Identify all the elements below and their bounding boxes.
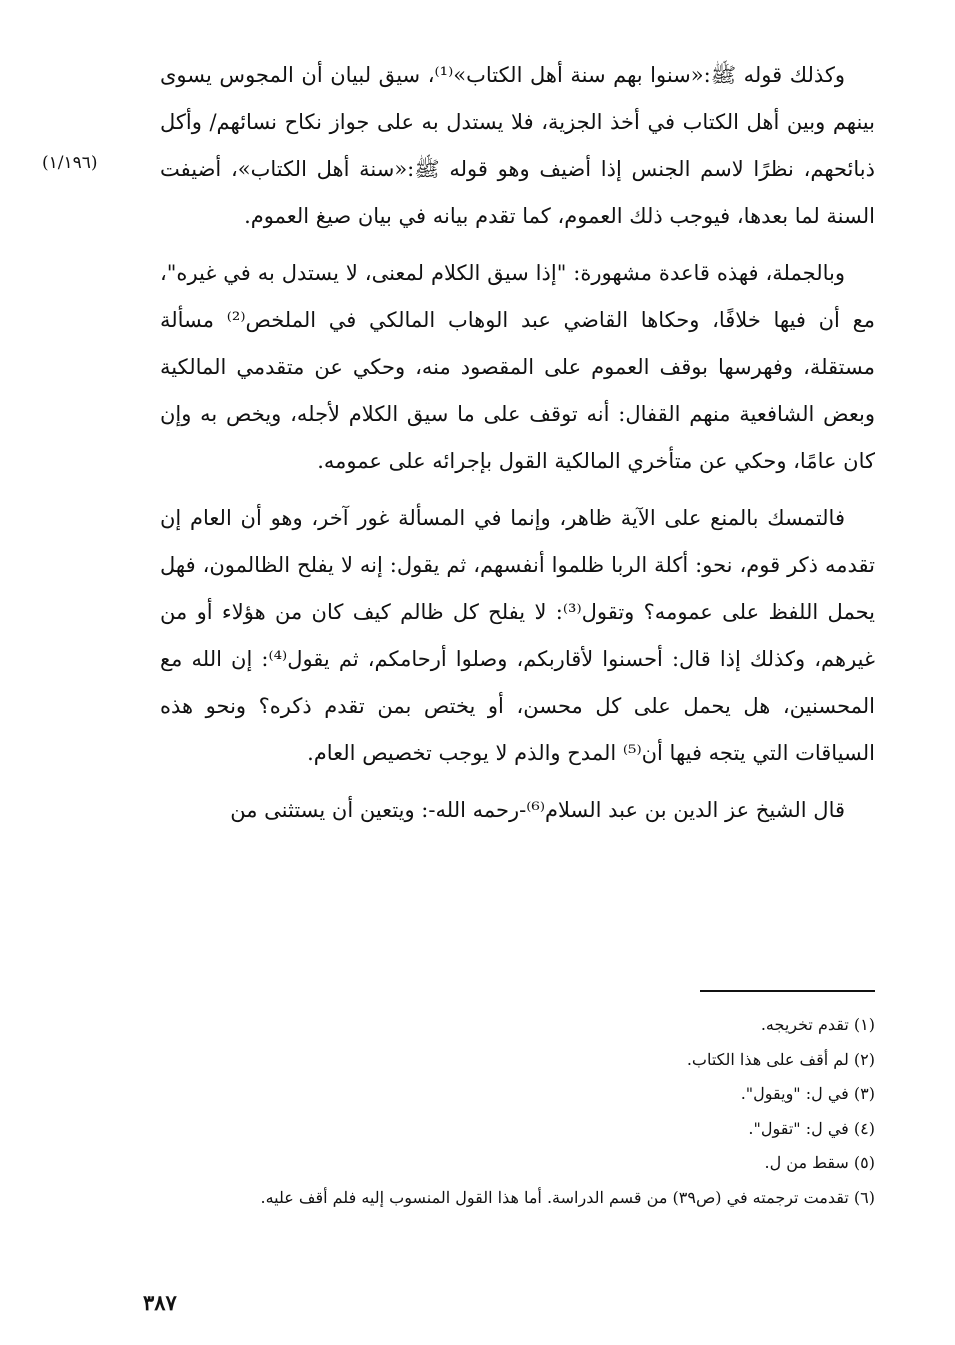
- paragraph: وكذلك قوله ﷺ:«سنوا بهم سنة أهل الكتاب»⁽¹⁾، سيق لبيان أن المجوس يسوى بينهم وبين أهل الكتاب في أخذ الجزية، فلا يستدل به على جواز نكاح نسائهم/ وأكل ذبائحهم، نظرًا لاسم الجنس إذا أضيف وهو قوله ﷺ:«سنة أهل الكتاب»، أضيفت السنة لما بعدها، فيوجب ذلك العموم، كما تقدم بيانه في بيان صيغ العموم.: [160, 63, 875, 228]
- footnote: (٦) تقدمت ترجمته في (ص٣٩) من قسم الدراسة. أما هذا القول المنسوب إليه فلم أقف عليه.: [260, 1187, 875, 1207]
- main-text: [160, 52, 875, 844]
- paragraph: قال الشيخ عز الدين بن عبد السلام⁽⁶⁾-رحمه الله-: ويتعين أن يستثنى من: [230, 798, 845, 822]
- footnotes: [160, 1008, 875, 1215]
- margin-page-reference: (١/١٩٦): [42, 153, 98, 173]
- footnote: (٤) في ل: "تقول".: [748, 1118, 875, 1138]
- page-number: ٣٨٧: [143, 1290, 177, 1315]
- footnote: (٣) في ل: "ويقول".: [740, 1084, 875, 1103]
- footnote: (١) تقدم تخريجه.: [760, 1015, 875, 1034]
- footnote: (٥) سقط من ل.: [764, 1153, 875, 1172]
- footnote-separator: [700, 990, 875, 992]
- paragraph: فالتمسك بالمنع على الآية ظاهر، وإنما في المسألة غور آخر، وهو أن العام إن تقدمه ذكر قوم، نحو: أكلة الربا ظلموا أنفسهم، ثم يقول: إنه لا يفلح الظالمون، فهل يحمل اللفظ على عمومه؟ وتقول⁽³⁾: لا يفلح كل ظالم كيف كان من هؤلاء أو من غيرهم، وكذلك إذا قال: أحسنوا لأقاربكم، وصلوا أرحامكم، ثم يقول⁽⁴⁾: إن الله مع المحسنين، هل يحمل على كل محسن، أو يختص بمن تقدم ذكره؟ ونحو هذه السياقات التي يتجه فيها أن⁽⁵⁾ المدح والذم لا يوجب تخصيص العام.: [160, 506, 876, 765]
- paragraph: وبالجملة، فهذه قاعدة مشهورة: "إذا سيق الكلام لمعنى، لا يستدل به في غيره"، مع أن فيها خلافًا، وحكاها القاضي عبد الوهاب المالكي في الملخص⁽²⁾ مسألة مستقلة، وفهرسها بوقف العموم على المقصود منه، وحكي عن متقدمي المالكية وبعض الشافعية منهم القفال: أنه توقف على ما سيق الكلام لأجله، ويخص به وإن كان عامًا، وحكي عن متأخري المالكية القول بإجرائه على عمومه.: [160, 261, 875, 473]
- footnote: (٢) لم أقف على هذا الكتاب.: [686, 1049, 875, 1069]
